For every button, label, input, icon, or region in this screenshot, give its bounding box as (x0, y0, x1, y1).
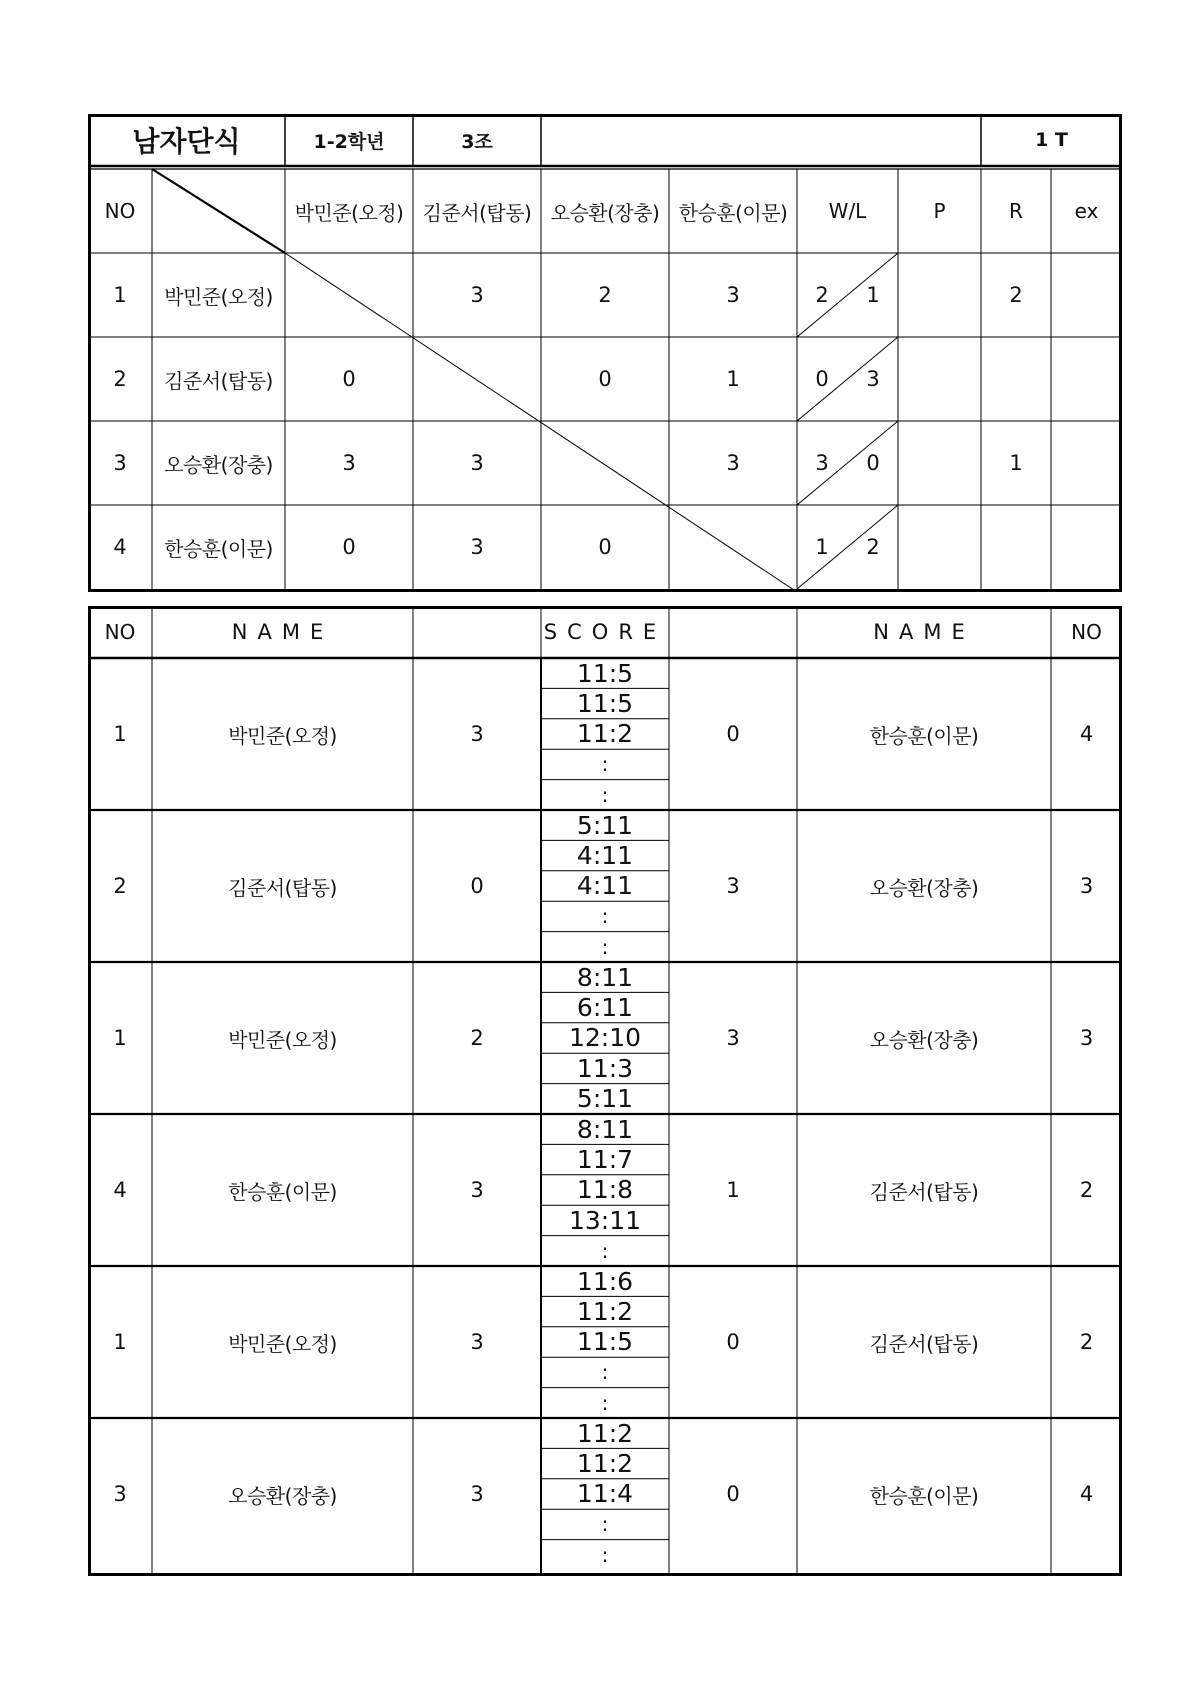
set-score: 11:2 (576, 1449, 634, 1479)
set-score: 11:4 (576, 1479, 634, 1509)
match-header-name-left: NAME (231, 620, 334, 644)
rank-value (981, 505, 1051, 589)
league-score-cell: 3 (470, 535, 484, 559)
match-player-left: 김준서(탑동) (228, 875, 337, 900)
rank-value: 2 (1009, 283, 1023, 307)
set-score: 11:7 (576, 1145, 634, 1175)
league-score-cell: 1 (726, 367, 740, 391)
col-r-header: R (1009, 199, 1023, 223)
match-no-left: 1 (113, 722, 127, 746)
league-score-cell: 2 (598, 283, 612, 307)
set-score: 4:11 (576, 841, 634, 871)
match-score-left: 3 (470, 1482, 484, 1506)
set-score: : (601, 752, 609, 777)
match-player-left: 오승환(장충) (228, 1483, 337, 1508)
set-score: 11:6 (576, 1266, 634, 1296)
event-title: 남자단식 (132, 125, 241, 158)
grade-label: 1-2학년 (313, 130, 385, 153)
match-no-right: 4 (1079, 722, 1094, 746)
league-score-cell: 3 (470, 283, 484, 307)
ex-value (1051, 337, 1122, 421)
table-number: 1 T (1035, 129, 1068, 151)
match-header-no-left: NO (104, 620, 136, 644)
match-player-right: 오승환(장충) (869, 1027, 979, 1052)
ex-value (1051, 505, 1122, 589)
set-score: 11:8 (576, 1175, 634, 1205)
rank-value (981, 337, 1051, 421)
points-value (898, 421, 981, 505)
match-results-table (88, 606, 1122, 1576)
match-score-right: 0 (726, 1482, 740, 1506)
match-no-left: 4 (113, 1178, 127, 1202)
col-p-header: P (933, 199, 946, 223)
set-score: 11:2 (576, 719, 634, 749)
league-score-cell: 3 (470, 451, 484, 475)
match-player-left: 박민준(오정) (228, 1331, 337, 1356)
col-wl-header: W/L (828, 199, 867, 223)
match-score-right: 3 (726, 874, 740, 898)
set-score: 11:3 (576, 1053, 634, 1083)
set-score: : (601, 1542, 609, 1567)
match-score-right: 0 (726, 722, 740, 746)
set-score: : (601, 904, 609, 929)
rank-value: 1 (1009, 451, 1023, 475)
match-score-left: 3 (470, 1330, 484, 1354)
match-no-right: 3 (1079, 1026, 1094, 1050)
col-ex-header: ex (1074, 199, 1099, 223)
match-no-left: 1 (113, 1330, 127, 1354)
col-player-2: 김준서(탑동) (422, 200, 532, 225)
match-no-right: 2 (1079, 1330, 1094, 1354)
losses-value: 2 (866, 535, 880, 559)
match-score-right: 3 (726, 1026, 740, 1050)
league-row-name: 한승훈(이문) (164, 536, 273, 561)
set-score: 5:11 (576, 1084, 634, 1114)
col-player-4: 한승훈(이문) (678, 200, 788, 225)
col-player-1: 박민준(오정) (294, 200, 404, 225)
match-no-left: 2 (113, 874, 127, 898)
match-no-left: 3 (113, 1482, 127, 1506)
league-score-cell: 0 (342, 367, 356, 391)
match-player-right: 한승훈(이문) (869, 1483, 979, 1508)
points-value (898, 505, 981, 589)
wins-value: 2 (815, 283, 829, 307)
set-score: 12:10 (568, 1023, 642, 1053)
match-player-right: 김준서(탑동) (869, 1179, 979, 1204)
set-score: : (601, 782, 609, 807)
set-score: : (601, 1512, 609, 1537)
match-no-right: 2 (1079, 1178, 1094, 1202)
league-row-name: 오승환(장충) (164, 452, 273, 477)
match-player-right: 한승훈(이문) (869, 723, 979, 748)
set-score: 6:11 (576, 993, 634, 1023)
league-row-name: 박민준(오정) (164, 284, 273, 309)
set-score: : (601, 1360, 609, 1385)
match-score-right: 0 (726, 1330, 740, 1354)
match-player-right: 김준서(탑동) (869, 1331, 979, 1356)
set-score: : (601, 934, 609, 959)
league-table (88, 114, 1122, 592)
match-score-left: 2 (470, 1026, 484, 1050)
set-score: 11:5 (576, 658, 634, 688)
league-score-cell: 3 (726, 283, 740, 307)
losses-value: 0 (866, 451, 880, 475)
ex-value (1051, 421, 1122, 505)
header-blank (541, 114, 981, 166)
col-no-header: NO (104, 199, 136, 223)
ex-value (1051, 253, 1122, 337)
match-no-right: 4 (1079, 1482, 1094, 1506)
league-score-cell (541, 421, 669, 505)
league-score-cell: 3 (726, 451, 740, 475)
wins-value: 3 (815, 451, 829, 475)
match-player-left: 박민준(오정) (228, 1027, 337, 1052)
match-score-left: 3 (470, 1178, 484, 1202)
league-row-no: 3 (113, 451, 127, 475)
league-score-cell: 3 (342, 451, 356, 475)
match-no-left: 1 (113, 1026, 127, 1050)
set-score: : (601, 1390, 609, 1415)
league-row-no: 4 (113, 535, 127, 559)
set-score: 8:11 (576, 1114, 634, 1144)
points-value (898, 253, 981, 337)
set-score: : (601, 1238, 609, 1263)
set-score: 8:11 (576, 962, 634, 992)
match-player-right: 오승환(장충) (869, 875, 979, 900)
match-score-left: 0 (470, 874, 484, 898)
match-player-left: 박민준(오정) (228, 723, 337, 748)
match-score-right: 1 (726, 1178, 740, 1202)
points-value (898, 337, 981, 421)
match-player-left: 한승훈(이문) (228, 1179, 337, 1204)
set-score: 11:5 (576, 1327, 634, 1357)
match-header-no-right: NO (1071, 620, 1102, 644)
wins-value: 0 (815, 367, 829, 391)
league-score-cell (285, 253, 413, 337)
group-label: 3조 (461, 130, 493, 153)
set-score: 11:2 (576, 1297, 634, 1327)
wins-value: 1 (815, 535, 829, 559)
losses-value: 1 (866, 283, 880, 307)
match-header-score: SCORE (543, 620, 667, 644)
league-row-no: 2 (113, 367, 127, 391)
set-score: 11:5 (576, 689, 634, 719)
league-score-cell: 0 (342, 535, 356, 559)
corner-diagonal (152, 169, 285, 253)
col-player-3: 오승환(장충) (550, 200, 660, 225)
league-score-cell (669, 505, 797, 589)
set-score: 13:11 (568, 1205, 642, 1235)
set-score: 4:11 (576, 871, 634, 901)
league-score-cell: 0 (598, 535, 612, 559)
match-no-right: 3 (1079, 874, 1094, 898)
set-score: 5:11 (576, 810, 634, 840)
losses-value: 3 (866, 367, 880, 391)
match-header-name-right: NAME (873, 620, 975, 644)
league-row-no: 1 (113, 283, 127, 307)
set-score: 11:2 (576, 1418, 634, 1448)
league-row-name: 김준서(탑동) (164, 368, 273, 393)
league-score-cell (413, 337, 541, 421)
match-score-left: 3 (470, 722, 484, 746)
league-score-cell: 0 (598, 367, 612, 391)
